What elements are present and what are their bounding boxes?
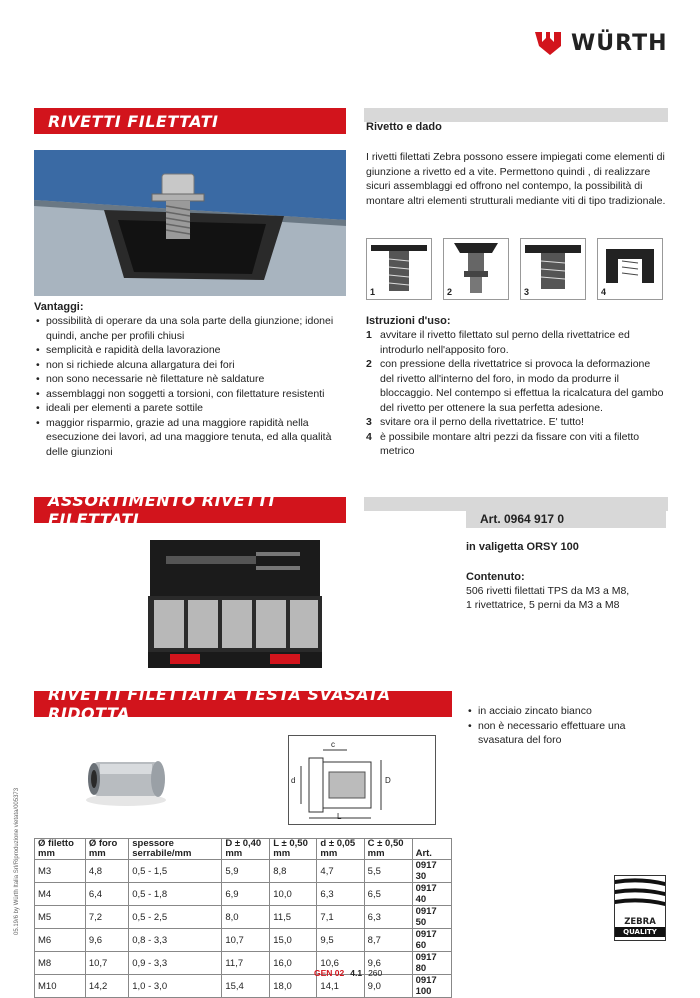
figure-number: 2 xyxy=(447,287,453,297)
table-cell: M8 xyxy=(35,952,86,975)
table-cell: 6,4 xyxy=(85,883,128,906)
zebra-quality-badge xyxy=(614,875,666,941)
page-footer xyxy=(314,968,382,978)
list-item: • semplicità e rapidità della lavorazione xyxy=(34,343,346,358)
table-row xyxy=(35,929,452,952)
table-cell: 15,0 xyxy=(270,929,317,952)
rivet-step-2-icon xyxy=(444,239,508,299)
table-cell: 5,9 xyxy=(222,860,270,883)
list-item: • assemblaggi non soggetti a torsioni, con filettature resistenti xyxy=(34,387,346,402)
table-cell: 4,8 xyxy=(85,860,128,883)
advantages-list xyxy=(34,314,346,459)
table-cell: 14,2 xyxy=(85,975,128,998)
list-item: • possibilità di operare da una sola parte della giunzione; idonei quindi, anche per profili chiusi xyxy=(34,314,346,343)
rivet-countersunk-photo xyxy=(76,746,176,810)
dim-label-d: d xyxy=(291,776,296,785)
list-item: • in acciaio zincato bianco xyxy=(466,704,666,719)
table-cell-article: 0917 80 xyxy=(412,952,451,975)
table-cell: 10,7 xyxy=(85,952,128,975)
table-cell: 0,5 - 1,5 xyxy=(129,860,222,883)
table-cell: 0,5 - 1,8 xyxy=(129,883,222,906)
step-figure-1 xyxy=(366,238,432,300)
table-cell: 0,9 - 3,3 xyxy=(129,952,222,975)
table-cell: M4 xyxy=(35,883,86,906)
table-cell: 9,0 xyxy=(364,975,412,998)
table-cell: 9,6 xyxy=(364,952,412,975)
list-item xyxy=(366,430,666,459)
table-header-row xyxy=(35,839,452,860)
table-row xyxy=(35,860,452,883)
list-item xyxy=(366,415,666,430)
zebra-stripes-icon xyxy=(615,876,665,912)
brand-logo xyxy=(533,28,668,58)
features-list xyxy=(466,704,666,748)
rivet-dimension-drawing xyxy=(289,736,435,824)
section-divider xyxy=(364,497,668,511)
section-title-testa-svasata: RIVETTI FILETTATI A TESTA SVASATA RIDOTTA xyxy=(34,691,452,717)
intro-paragraph: I rivetti filettati Zebra possono essere impiegati come elementi di giunzione a rivetto ed a vite. Permettono quindi , di realizzare sicuri assemblaggi ed offrono nel contempo, la possibilità di montare altri elementi strutturali mediante viti di tipo tradizionale. xyxy=(366,151,666,207)
list-item: • maggior risparmio, grazie ad una maggiore rapidità nella esecuzione dei lavori, ad una maggiore tenuta, ed alla qualità delle giunzioni xyxy=(34,416,346,460)
list-item: • non si richiede alcuna allargatura dei fori xyxy=(34,358,346,373)
table-row xyxy=(35,906,452,929)
figure-number: 4 xyxy=(601,287,607,297)
step-figure-2 xyxy=(443,238,509,300)
table-cell: 10,0 xyxy=(270,883,317,906)
table-cell: 18,0 xyxy=(270,975,317,998)
table-cell: 8,7 xyxy=(364,929,412,952)
col-header: Art. xyxy=(412,839,451,860)
table-cell: M3 xyxy=(35,860,86,883)
table-cell: 6,3 xyxy=(317,883,364,906)
figure-number: 3 xyxy=(524,287,530,297)
step-number: 2 xyxy=(366,358,372,370)
table-cell: 9,6 xyxy=(85,929,128,952)
figure-number: 1 xyxy=(370,287,376,297)
step-figure-4 xyxy=(597,238,663,300)
table-cell: 6,5 xyxy=(364,883,412,906)
orsy-case-photo xyxy=(140,534,330,676)
list-item: • ideali per elementi a parete sottile xyxy=(34,401,346,416)
table-cell: 1,0 - 3,0 xyxy=(129,975,222,998)
subtitle-rivetto-dado: Rivetto e dado xyxy=(366,121,442,133)
dim-label-D: D xyxy=(385,776,391,785)
table-cell-article: 0917 40 xyxy=(412,883,451,906)
brand-name: WÜRTH xyxy=(571,30,668,56)
table-cell-article: 0917 30 xyxy=(412,860,451,883)
table-cell: 11,7 xyxy=(222,952,270,975)
advantages-title: Vantaggi: xyxy=(34,301,84,313)
table-cell: 5,5 xyxy=(364,860,412,883)
table-cell: 6,9 xyxy=(222,883,270,906)
table-cell: 8,8 xyxy=(270,860,317,883)
table-cell: 0,8 - 3,3 xyxy=(129,929,222,952)
table-cell: 0,5 - 2,5 xyxy=(129,906,222,929)
section-title-assortimento: ASSORTIMENTO RIVETTI FILETTATI xyxy=(34,497,346,523)
table-cell: 7,1 xyxy=(317,906,364,929)
instructions-list xyxy=(366,328,666,459)
footer-section: GEN 02 xyxy=(314,968,345,978)
rivet-kit-case-illustration xyxy=(140,534,330,676)
step-text: è possibile montare altri pezzi da fissare con viti a filetto metrico xyxy=(380,430,640,457)
footer-page-number: 260 xyxy=(368,968,383,978)
rivet-step-4-icon xyxy=(598,239,662,299)
col-header: C ± 0,50 mm xyxy=(364,839,412,860)
col-header: Ø filetto mm xyxy=(35,839,86,860)
table-cell: 14,1 xyxy=(317,975,364,998)
table-cell: 4,7 xyxy=(317,860,364,883)
table-cell: 9,5 xyxy=(317,929,364,952)
list-item: • non sono necessarie nè filettature nè saldature xyxy=(34,372,346,387)
list-item xyxy=(366,328,666,357)
badge-text-quality: QUALITY xyxy=(615,927,665,937)
step-number: 4 xyxy=(366,430,372,443)
table-row xyxy=(35,975,452,998)
col-header: d ± 0,05 mm xyxy=(317,839,364,860)
table-cell: M10 xyxy=(35,975,86,998)
table-row xyxy=(35,952,452,975)
contents-line: 1 rivettatrice, 5 perni da M3 a M8 xyxy=(466,599,620,611)
wurth-logo-icon xyxy=(533,28,563,58)
table-cell: 10,6 xyxy=(317,952,364,975)
step-text: con pressione della rivettatrice si provoca la deformazione del rivetto all'interno del foro, in modo da produrre il bloccaggio. Nel contempo si effettua la ricalcatura del gambo del rivetto per ottenere la sua perfetta adesione. xyxy=(380,358,664,414)
copyright-side-note: 05.19/6 by Würth Italia Srl/Riproduzione vietata/005373 xyxy=(14,787,20,935)
step-number: 3 xyxy=(366,416,372,428)
table-cell: 11,5 xyxy=(270,906,317,929)
contents-title: Contenuto: xyxy=(466,571,525,583)
col-header: D ± 0,40 mm xyxy=(222,839,270,860)
table-cell: 8,0 xyxy=(222,906,270,929)
rivet-step-3-icon xyxy=(521,239,585,299)
article-number: Art. 0964 917 0 xyxy=(466,510,666,528)
rivet-step-1-icon xyxy=(367,239,431,299)
section-title-rivetti-filettati: RIVETTI FILETTATI xyxy=(34,108,346,134)
col-header: Ø foro mm xyxy=(85,839,128,860)
table-cell-article: 0917 100 xyxy=(412,975,451,998)
table-cell: 7,2 xyxy=(85,906,128,929)
col-header: spessore serrabile/mm xyxy=(129,839,222,860)
contents-line: 506 rivetti filettati TPS da M3 a M8, xyxy=(466,585,630,597)
instructions-title: Istruzioni d'uso: xyxy=(366,315,451,327)
dim-label-c: c xyxy=(331,740,335,749)
step-text: svitare ora il perno della rivettatrice. E' tutto! xyxy=(380,416,584,428)
table-cell: 16,0 xyxy=(270,952,317,975)
rivet-photo-illustration xyxy=(34,150,346,296)
list-item xyxy=(366,357,666,415)
countersunk-rivet-illustration xyxy=(76,746,176,810)
col-header: L ± 0,50 mm xyxy=(270,839,317,860)
table-cell-article: 0917 60 xyxy=(412,929,451,952)
rivet-product-photo xyxy=(34,150,346,296)
table-cell-article: 0917 50 xyxy=(412,906,451,929)
table-cell: 10,7 xyxy=(222,929,270,952)
technical-diagram xyxy=(288,735,436,825)
step-figure-3 xyxy=(520,238,586,300)
case-line: in valigetta ORSY 100 xyxy=(466,541,579,553)
table-row xyxy=(35,883,452,906)
table-cell: M5 xyxy=(35,906,86,929)
step-number: 1 xyxy=(366,329,372,341)
table-cell: M6 xyxy=(35,929,86,952)
rivet-spec-table xyxy=(34,838,452,998)
list-item: • non è necessario effettuare una svasatura del foro xyxy=(466,719,666,748)
table-cell: 6,3 xyxy=(364,906,412,929)
dim-label-L: L xyxy=(337,812,342,821)
badge-text-zebra: ZEBRA xyxy=(624,917,656,927)
footer-chapter: 4.1 xyxy=(350,968,363,978)
step-text: avvitare il rivetto filettato sul perno della rivettatrice ed introdurlo nell'apposito foro. xyxy=(380,329,630,356)
table-cell: 15,4 xyxy=(222,975,270,998)
